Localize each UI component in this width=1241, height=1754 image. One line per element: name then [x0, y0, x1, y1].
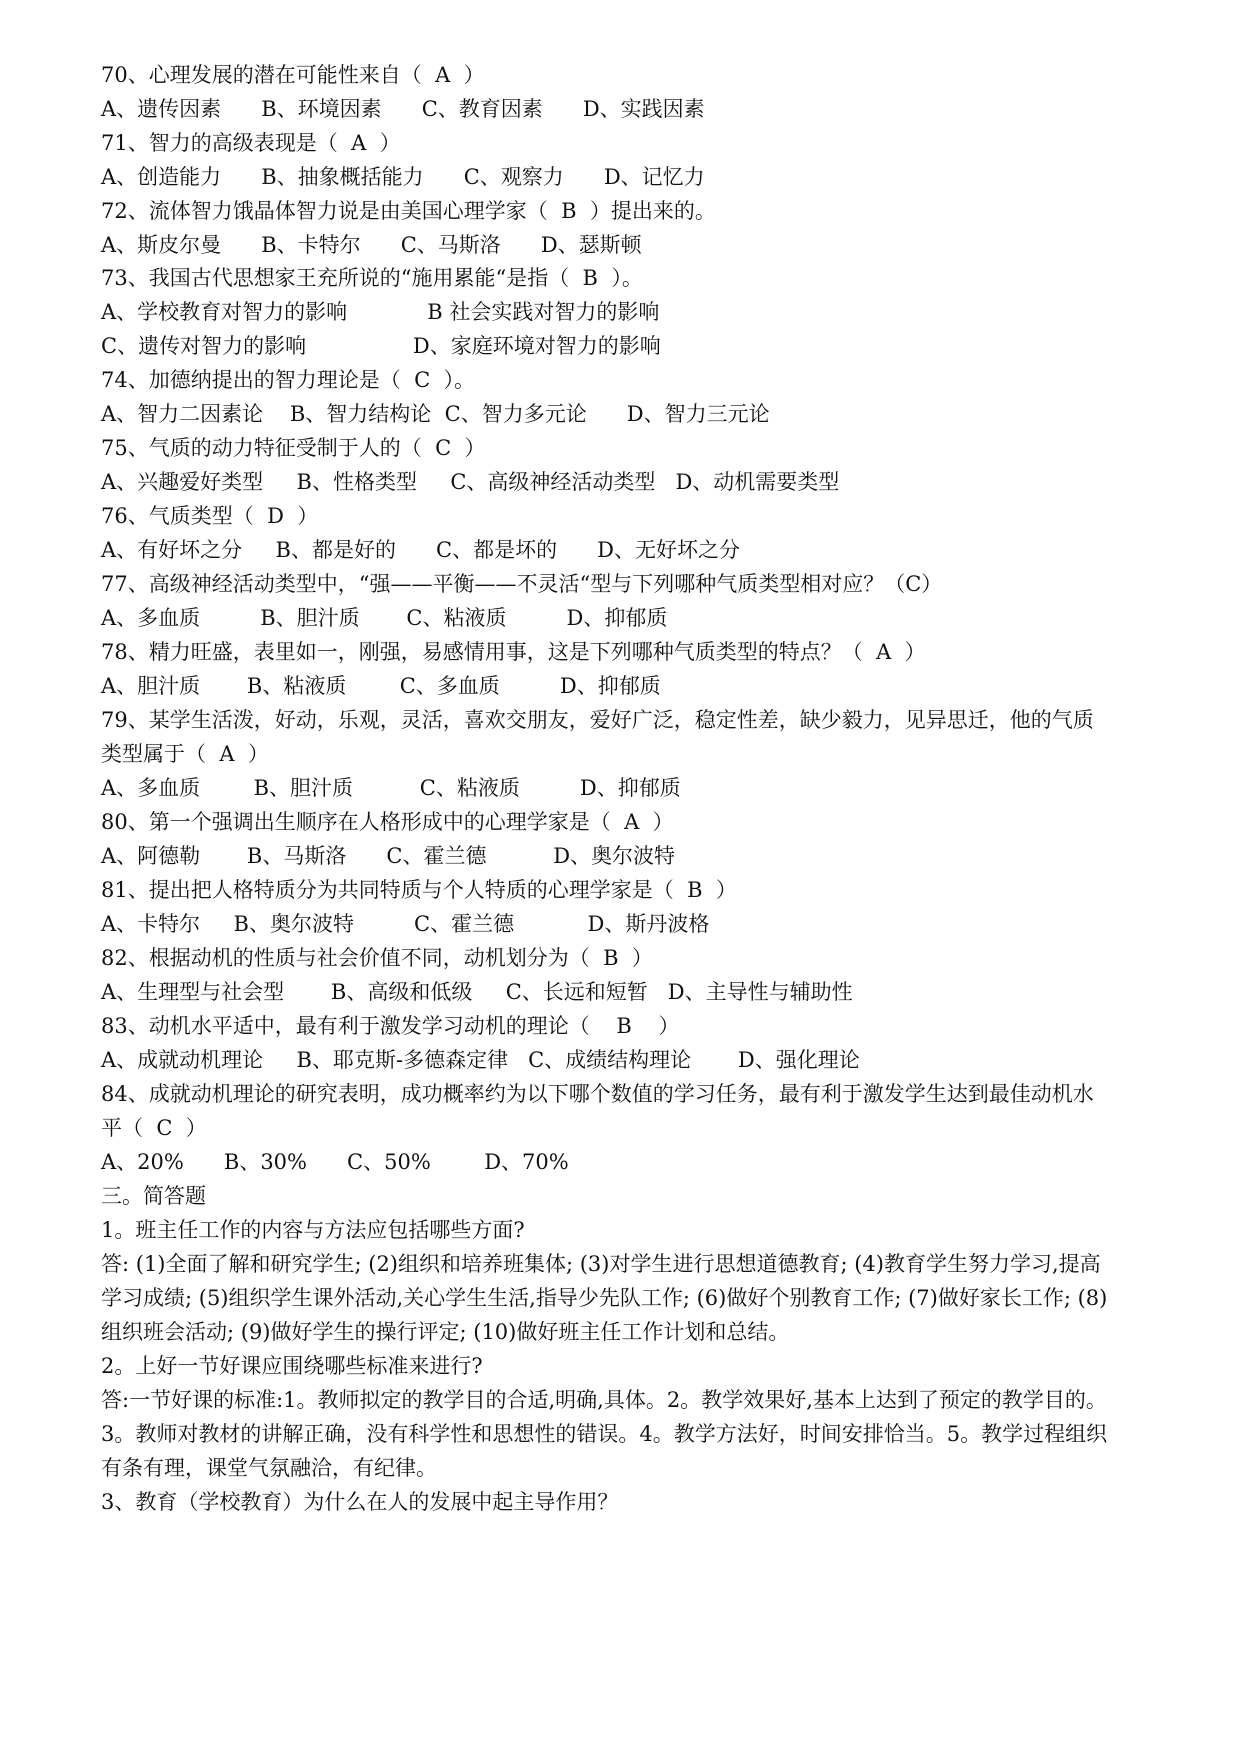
question-77: 77、高级神经活动类型中，“强——平衡——不灵活“型与下列哪种气质类型相对应？（C）	[101, 572, 943, 596]
options-70: A、遗传因素 B、环境因素 C、教育因素 D、实践因素	[101, 97, 705, 121]
answer-2-line-3: 有条有理，课堂气氛融洽，有纪律。	[101, 1456, 437, 1480]
question-78: 78、精力旺盛，表里如一，刚强，易感情用事，这是下列哪种气质类型的特点？（ A ）	[101, 640, 926, 664]
question-71: 71、智力的高级表现是（ A ）	[101, 131, 401, 155]
question-70: 70、心理发展的潜在可能性来自（ A ）	[101, 63, 485, 87]
options-81: A、卡特尔 B、奥尔波特 C、霍兰德 D、斯丹波格	[101, 912, 710, 936]
answer-1-line-1: 答: (1)全面了解和研究学生; (2)组织和培养班集体; (3)对学生进行思想道德教育; (4)教育学生努力学习,提高	[101, 1252, 1101, 1276]
question-76: 76、气质类型（ D ）	[101, 504, 319, 528]
section-heading: 三。简答题	[101, 1184, 206, 1208]
question-79-cont: 类型属于（ A ）	[101, 742, 269, 766]
question-84: 84、成就动机理论的研究表明，成功概率约为以下哪个数值的学习任务，最有利于激发学生达到最佳动机水	[101, 1082, 1094, 1106]
question-81: 81、提出把人格特质分为共同特质与个人特质的心理学家是（ B ）	[101, 878, 737, 902]
answer-1-line-3: 组织班会活动; (9)做好学生的操行评定; (10)做好班主任工作计划和总结。	[101, 1320, 790, 1344]
options-73-cd: C、遗传对智力的影响 D、家庭环境对智力的影响	[101, 334, 661, 358]
options-80: A、阿德勒 B、马斯洛 C、霍兰德 D、奥尔波特	[101, 844, 676, 868]
question-73: 73、我国古代思想家王充所说的“施用累能“是指（ B ）。	[101, 266, 643, 290]
question-84-cont: 平（ C ）	[101, 1116, 207, 1140]
options-73-ab: A、学校教育对智力的影响 B 社会实践对智力的影响	[101, 300, 660, 324]
question-82: 82、根据动机的性质与社会价值不同，动机划分为（ B ）	[101, 946, 653, 970]
options-83: A、成就动机理论 B、耶克斯-多德森定律 C、成绩结构理论 D、强化理论	[101, 1048, 860, 1072]
options-74: A、智力二因素论 B、智力结构论 C、智力多元论 D、智力三元论	[101, 402, 770, 426]
question-79: 79、某学生活泼，好动，乐观，灵活，喜欢交朋友，爱好广泛，稳定性差，缺少毅力，见异思迁，他的气质	[101, 708, 1094, 732]
options-79: A、多血质 B、胆汁质 C、粘液质 D、抑郁质	[101, 776, 681, 800]
question-75: 75、气质的动力特征受制于人的（ C ）	[101, 436, 486, 460]
question-83: 83、动机水平适中，最有利于激发学习动机的理论（ B ）	[101, 1014, 680, 1038]
answer-1-line-2: 学习成绩; (5)组织学生课外活动,关心学生生活,指导少先队工作; (6)做好个别教育工作; (7)做好家长工作; (8)	[101, 1286, 1108, 1310]
options-72: A、斯皮尔曼 B、卡特尔 C、马斯洛 D、瑟斯顿	[101, 233, 642, 257]
options-84: A、20% B、30% C、50% D、70%	[101, 1150, 569, 1174]
short-question-1: 1。班主任工作的内容与方法应包括哪些方面?	[101, 1218, 525, 1242]
options-78: A、胆汁质 B、粘液质 C、多血质 D、抑郁质	[101, 674, 661, 698]
options-76: A、有好坏之分 B、都是好的 C、都是坏的 D、无好坏之分	[101, 538, 740, 562]
answer-2-line-1: 答:一节好课的标准:1。教师拟定的教学目的合适,明确,具体。2。教学效果好,基本上达到了预定的教学目的。	[101, 1388, 1107, 1412]
question-72: 72、流体智力饿晶体智力说是由美国心理学家（ B ）提出来的。	[101, 199, 716, 223]
options-71: A、创造能力 B、抽象概括能力 C、观察力 D、记忆力	[101, 165, 705, 189]
options-75: A、兴趣爱好类型 B、性格类型 C、高级神经活动类型 D、动机需要类型	[101, 470, 840, 494]
question-74: 74、加德纳提出的智力理论是（ C ）。	[101, 368, 475, 392]
question-80: 80、第一个强调出生顺序在人格形成中的心理学家是（ A ）	[101, 810, 674, 834]
options-77: A、多血质 B、胆汁质 C、粘液质 D、抑郁质	[101, 606, 668, 630]
answer-2-line-2: 3。教师对教材的讲解正确，没有科学性和思想性的错误。4。教学方法好，时间安排恰当。5。教学过程组织	[101, 1422, 1108, 1446]
short-question-2: 2。上好一节好课应围绕哪些标准来进行?	[101, 1354, 483, 1378]
short-question-3: 3、教育（学校教育）为什么在人的发展中起主导作用？	[101, 1490, 619, 1514]
options-82: A、生理型与社会型 B、高级和低级 C、长远和短暂 D、主导性与辅助性	[101, 980, 853, 1004]
